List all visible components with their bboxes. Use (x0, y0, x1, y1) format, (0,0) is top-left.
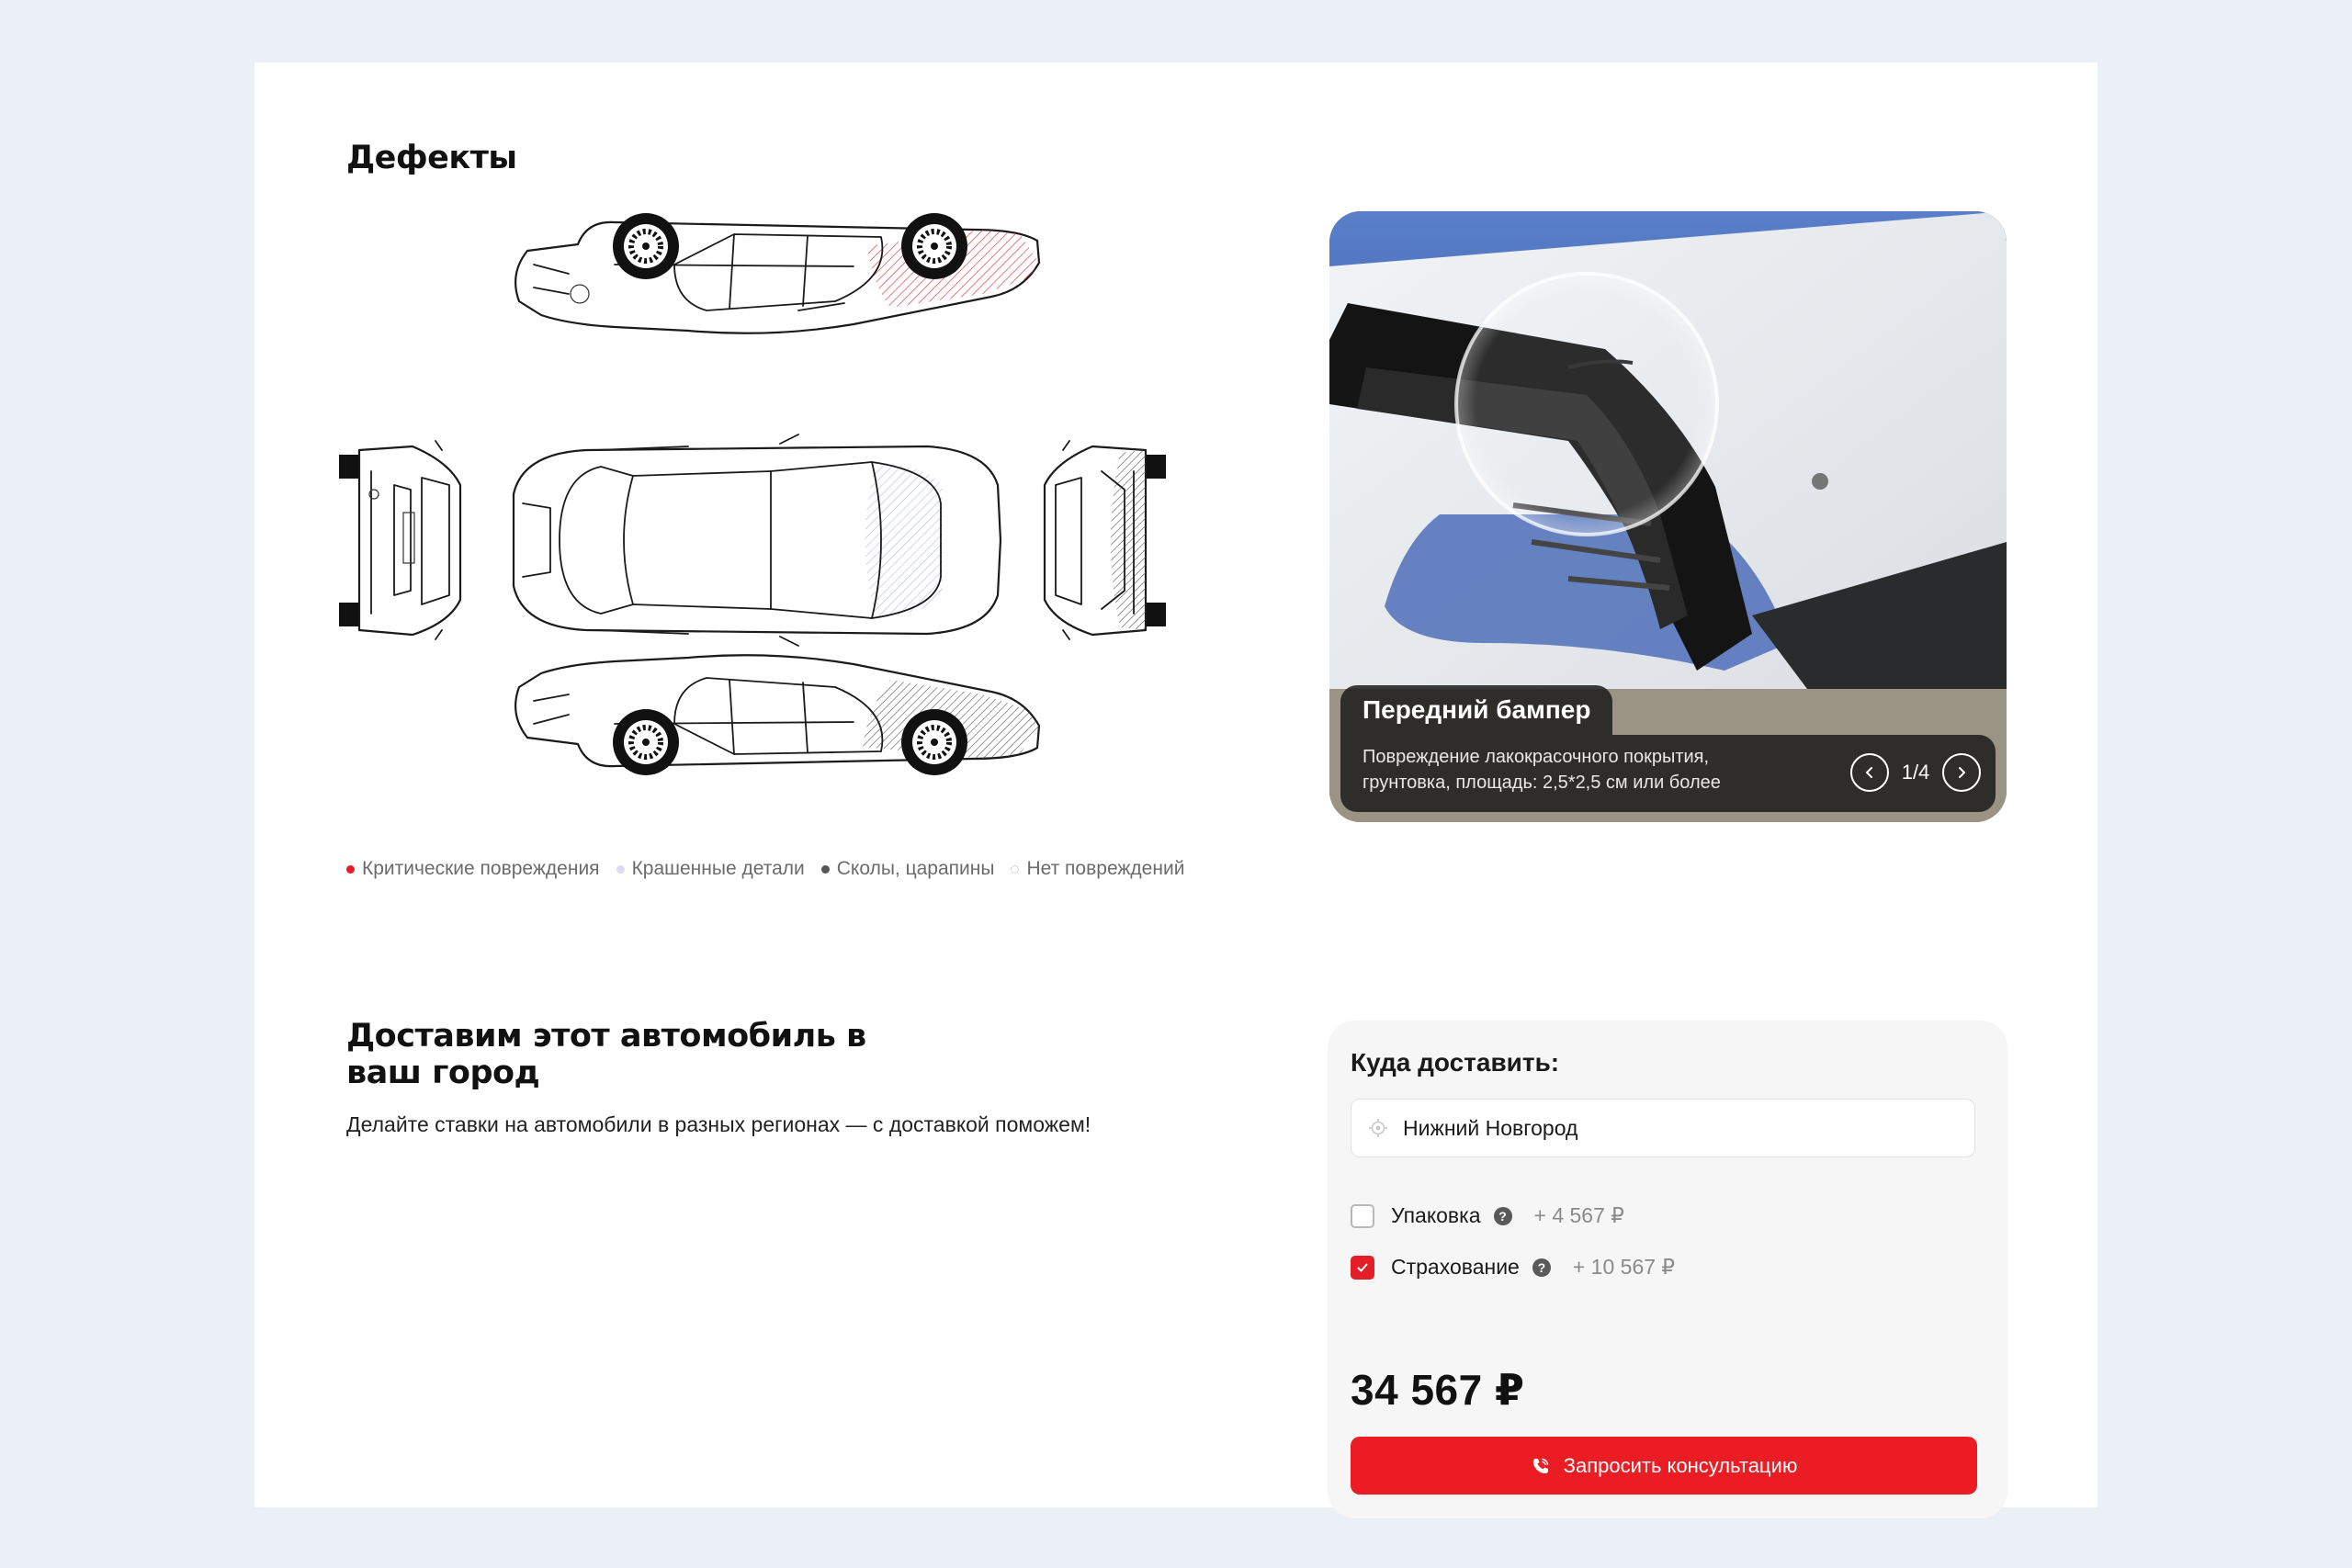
city-value: Нижний Новгород (1403, 1115, 1578, 1140)
delivery-panel (1328, 1021, 2007, 1518)
legend-label: Критические повреждения (362, 858, 600, 879)
defect-caption (1340, 735, 1996, 812)
cta-label: Запросить консультацию (1563, 1453, 1798, 1477)
option-insurance[interactable] (1351, 1255, 1675, 1280)
defects-title: Дефекты (346, 140, 517, 176)
location-target-icon (1368, 1118, 1388, 1138)
city-input[interactable] (1351, 1099, 1975, 1157)
next-photo-button[interactable] (1942, 753, 1981, 792)
legend-dot-icon (346, 865, 355, 874)
request-consultation-button[interactable] (1351, 1437, 1977, 1495)
chevron-right-icon (1954, 765, 1969, 780)
legend-item-scratches (821, 858, 995, 880)
car-front-view (1045, 441, 1166, 639)
legend-dot-icon (1011, 865, 1019, 874)
option-price: + 4 567 ₽ (1533, 1203, 1624, 1227)
car-defects-diagram (339, 209, 1166, 816)
help-icon[interactable]: ? (1494, 1207, 1512, 1225)
wheel-icon (613, 213, 679, 279)
packaging-checkbox[interactable] (1351, 1204, 1374, 1228)
content-card (254, 62, 2098, 1507)
delivery-label: Куда доставить: (1351, 1048, 1560, 1077)
legend-item-painted (616, 858, 805, 880)
option-packaging[interactable] (1351, 1203, 1624, 1228)
option-price: + 10 567 ₽ (1572, 1255, 1676, 1279)
defect-part-name: Передний бампер (1340, 685, 1612, 735)
option-label: Упаковка (1391, 1203, 1481, 1227)
wheel-icon (901, 213, 967, 279)
defects-legend (346, 858, 1184, 880)
legend-item-critical (346, 858, 600, 880)
checkmark-icon (1355, 1260, 1370, 1275)
chevron-left-icon (1862, 765, 1877, 780)
legend-label: Крашенные детали (631, 858, 805, 879)
delivery-title: Доставим этот автомобиль в ваш город (346, 1018, 866, 1091)
magnifier-lens-icon (1456, 274, 1717, 535)
defect-photo-viewer[interactable] (1329, 211, 2007, 822)
car-rear-view (339, 441, 460, 639)
car-side-view-bottom (515, 655, 1039, 775)
defect-description: Повреждение лакокрасочного покрытия, грунтовка, площадь: 2,5*2,5 см или более (1363, 747, 1721, 793)
delivery-subtitle: Делайте ставки на автомобили в разных регионах — с доставкой поможем! (346, 1112, 1091, 1136)
insurance-checkbox[interactable] (1351, 1256, 1374, 1280)
photo-pager (1850, 753, 1981, 792)
option-label: Страхование (1391, 1255, 1520, 1279)
prev-photo-button[interactable] (1850, 753, 1889, 792)
legend-dot-icon (821, 865, 830, 874)
legend-label: Нет повреждений (1026, 858, 1185, 879)
wheel-icon (613, 709, 679, 775)
phone-icon (1531, 1456, 1551, 1476)
photo-counter: 1/4 (1901, 761, 1930, 784)
legend-dot-icon (616, 865, 625, 874)
help-icon[interactable]: ? (1532, 1258, 1551, 1277)
legend-label: Сколы, царапины (836, 858, 995, 879)
wheel-icon (901, 709, 967, 775)
car-side-view-top (515, 213, 1039, 333)
car-top-view (514, 434, 1001, 646)
legend-item-no-damage (1011, 858, 1184, 880)
total-price: 34 567 ₽ (1351, 1366, 1525, 1414)
